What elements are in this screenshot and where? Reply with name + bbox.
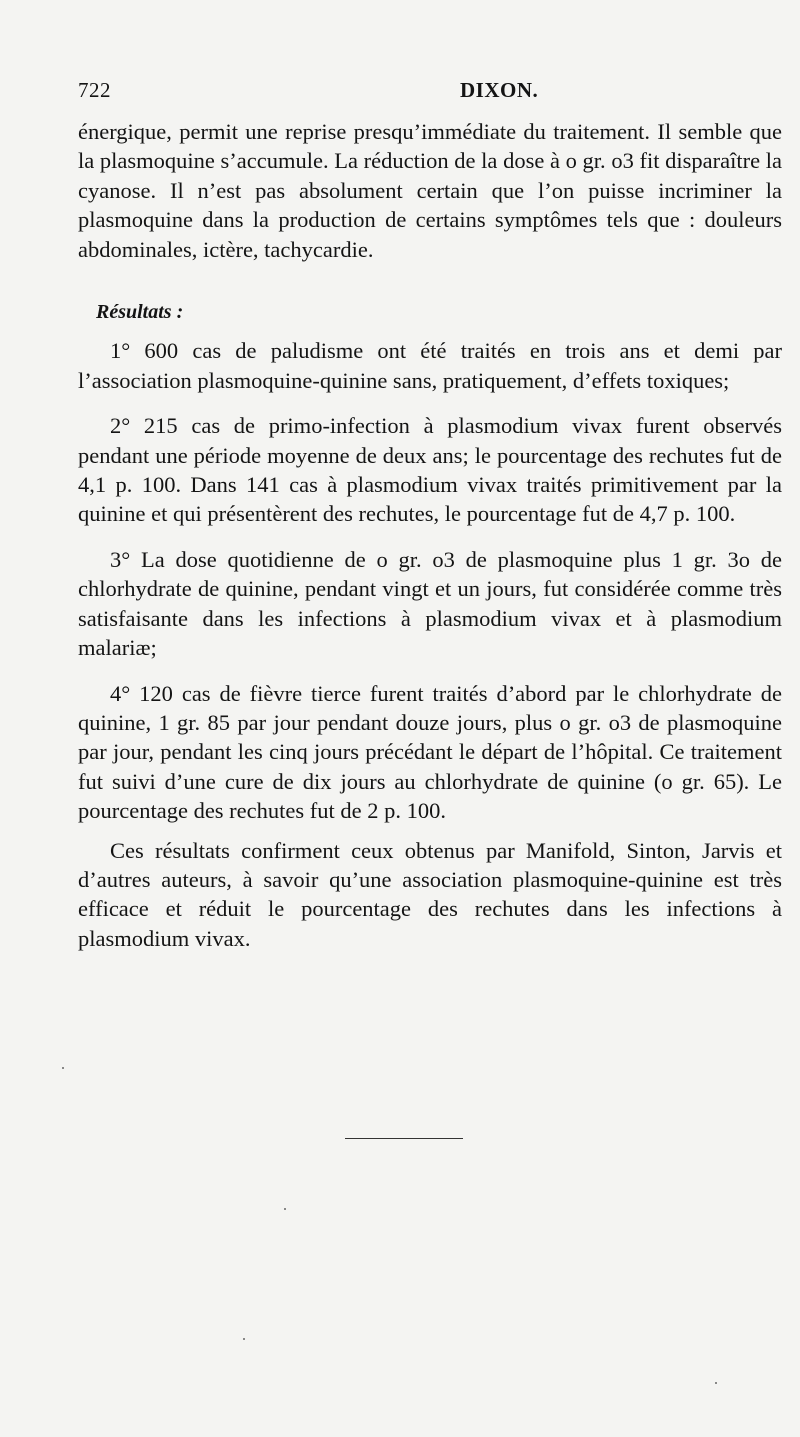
page-number: 722 bbox=[78, 78, 111, 102]
body-text bbox=[78, 117, 782, 953]
result-item-1: 1° 600 cas de paludisme ont été traités en trois ans et demi par l’association plasmoquine-quinine sans, pratiquement, d’effets toxiques; bbox=[78, 338, 782, 393]
result-item-4: 4° 120 cas de fièvre tierce furent traités d’abord par le chlorhydrate de quinine, 1 gr. 85 par jour pendant douze jours, plus o gr. o3 de plasmoquine par jour, pendant les cinq jours précédant le départ de l’hôpital. Ce traitement fut suivi d’une cure de dix jours au chlorhydrate de quinine (o gr. 65). Le pourcentage des rechutes fut de 2 p. 100. bbox=[78, 680, 782, 824]
intro-paragraph: énergique, permit une reprise presqu’immédiate du traitement. Il semble que la plasmoquine s’accumule. La réduction de la dose à o gr. o3 fit disparaître la cyanose. Il n’est pas absolument certain que l’on puisse incriminer la plasmoquine dans la production de certains symptômes tels que : douleurs abdominales, ictère, tachycardie. bbox=[78, 119, 782, 262]
conclusion-paragraph: Ces résultats confirment ceux obtenus par Manifold, Sinton, Jarvis et d’autres auteurs, à savoir qu’une association plasmoquine-quinine est très efficace et réduit le pourcentage des rechutes dans les infections à plasmodium vivax. bbox=[78, 837, 782, 951]
print-speck bbox=[62, 1067, 64, 1069]
running-head: DIXON. bbox=[460, 78, 539, 102]
print-speck bbox=[715, 1382, 717, 1384]
section-divider bbox=[345, 1138, 463, 1139]
page-header bbox=[78, 78, 782, 104]
result-item-2: 2° 215 cas de primo-infection à plasmodium vivax furent observés pendant une période moyenne de deux ans; le pourcentage des rechutes fut de 4,1 p. 100. Dans 141 cas à plasmodium vivax traités primitivement par la quinine et qui présentèrent des rechutes, le pourcentage fut de 4,7 p. 100. bbox=[78, 413, 782, 527]
result-item-3: 3° La dose quotidienne de o gr. o3 de plasmoquine plus 1 gr. 3o de chlorhydrate de quinine, pendant vingt et un jours, fut considérée comme très satisfaisante dans les infections à plasmodium vivax et à plasmodium malariæ; bbox=[78, 546, 782, 661]
results-heading: Résultats : bbox=[96, 301, 184, 324]
print-speck bbox=[284, 1208, 286, 1210]
print-speck bbox=[243, 1338, 245, 1340]
